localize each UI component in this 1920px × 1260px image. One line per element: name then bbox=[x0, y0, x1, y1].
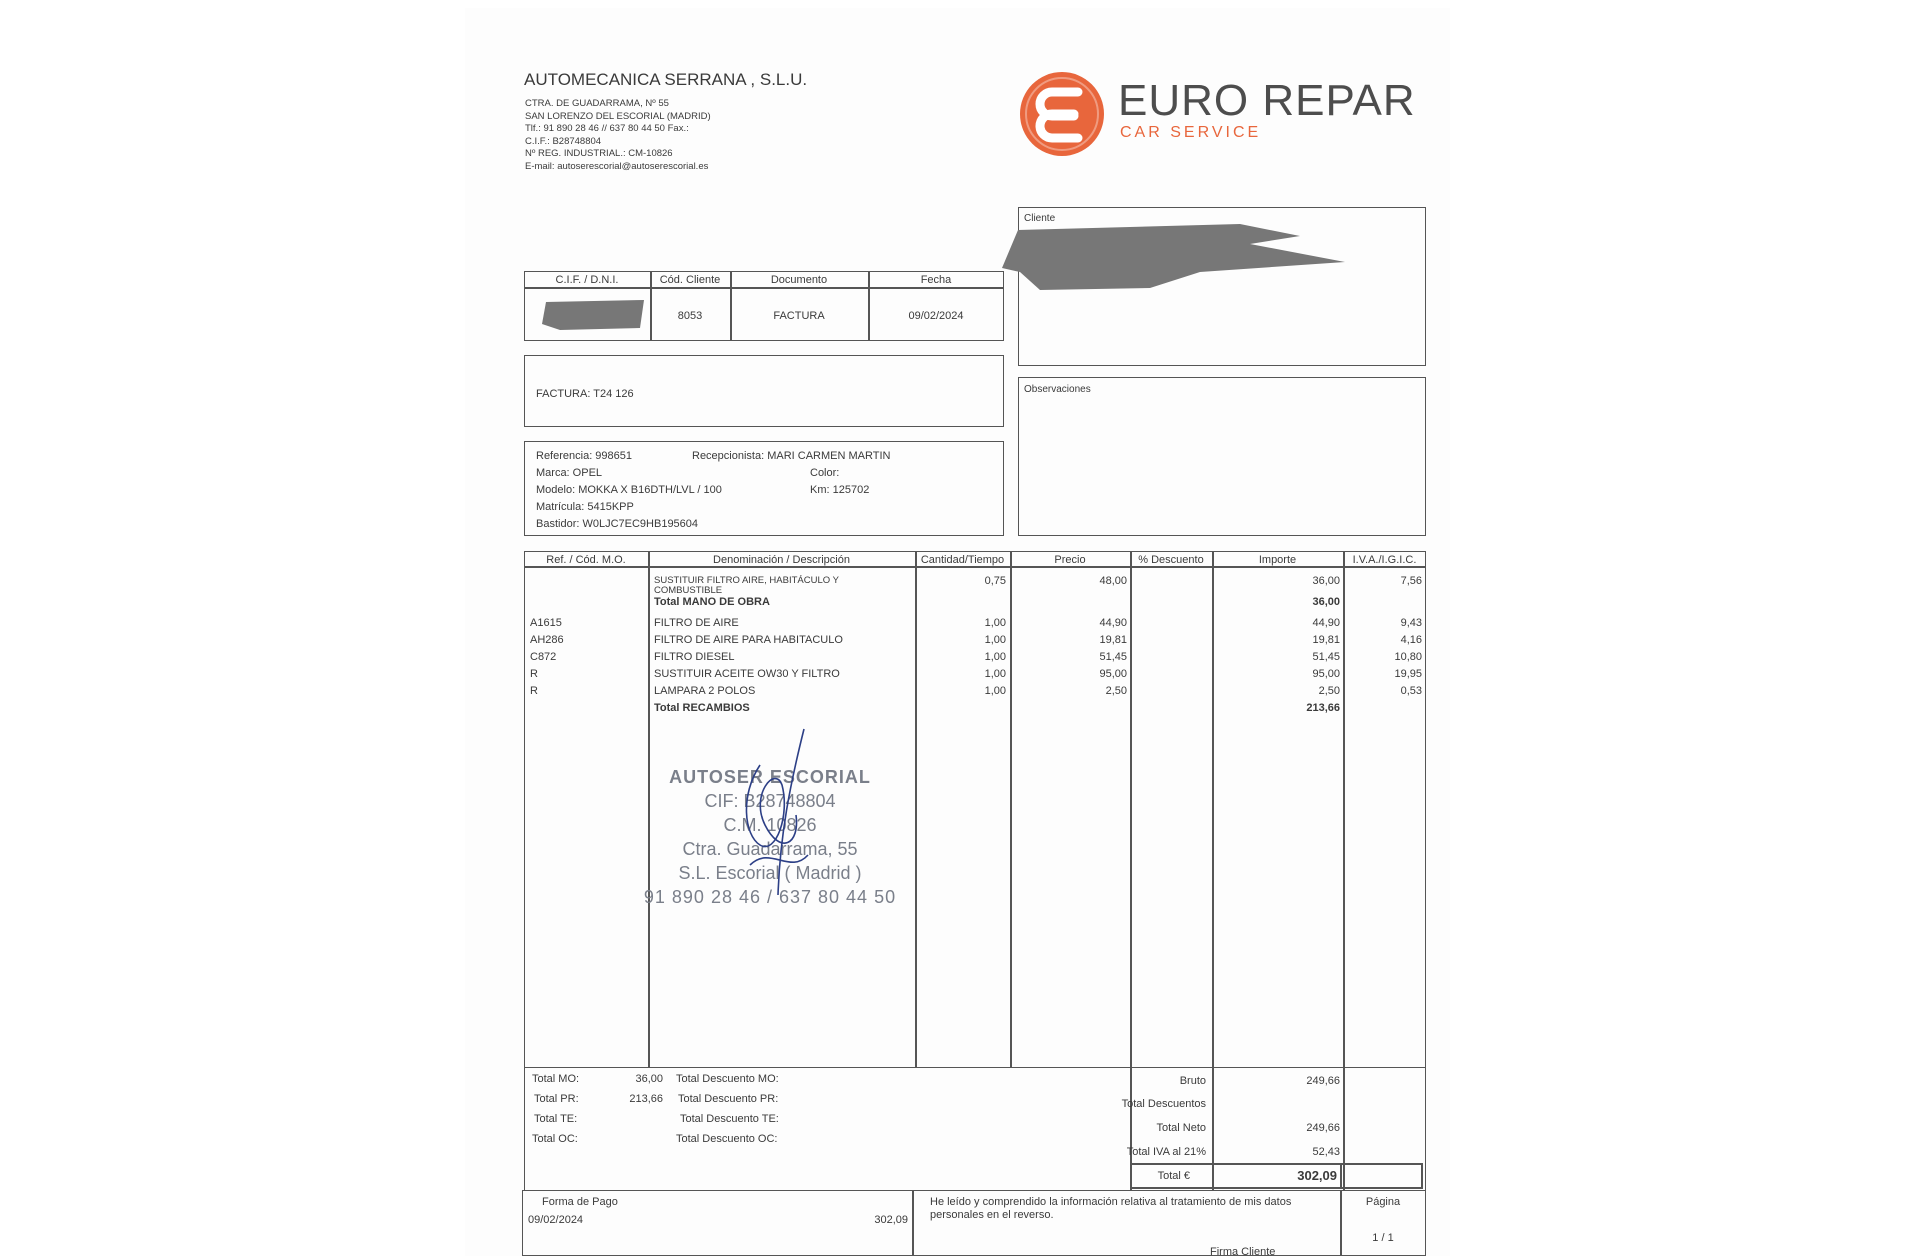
vehicle-brand: Marca: OPEL bbox=[536, 467, 603, 479]
parts-total-value: 213,66 bbox=[1306, 702, 1340, 714]
labour-total-label: Total MANO DE OBRA bbox=[654, 596, 770, 608]
col-header-vat: I.V.A./I.G.I.C. bbox=[1352, 554, 1417, 566]
col-header-price: Precio bbox=[1054, 554, 1086, 566]
vehicle-reference: Referencia: 998651 bbox=[536, 450, 633, 462]
brand-name: EURO REPAR bbox=[1118, 76, 1416, 125]
id-header-client-code: Cód. Cliente bbox=[659, 274, 721, 286]
id-header-document: Documento bbox=[770, 274, 828, 286]
stamp-line: S.L. Escorial ( Madrid ) bbox=[678, 863, 862, 883]
row-amount: 44,90 bbox=[1312, 617, 1340, 629]
stamp-line: C.M. 10826 bbox=[723, 815, 817, 835]
discount-oc-label: Total Descuento OC: bbox=[676, 1133, 778, 1145]
neto-value: 249,66 bbox=[1306, 1122, 1340, 1134]
total-oc-label: Total OC: bbox=[532, 1133, 578, 1145]
brand-subtitle: CAR SERVICE bbox=[1120, 124, 1262, 141]
total-te-label: Total TE: bbox=[534, 1113, 578, 1125]
observations-box bbox=[1018, 377, 1426, 536]
stamp-line: Ctra. Guadarrama, 55 bbox=[682, 839, 858, 859]
stamp-line: 91 890 28 46 / 637 80 44 50 bbox=[643, 887, 897, 907]
client-code-value: 8053 bbox=[677, 310, 703, 322]
parts-total-label: Total RECAMBIOS bbox=[654, 702, 750, 714]
iva-label: Total IVA al 21% bbox=[1126, 1146, 1206, 1158]
cif-redaction bbox=[540, 298, 648, 332]
payment-amount: 302,09 bbox=[874, 1214, 908, 1226]
labour-quantity: 0,75 bbox=[984, 575, 1006, 587]
row-vat: 0,53 bbox=[1400, 685, 1422, 697]
bruto-label: Bruto bbox=[1179, 1075, 1206, 1087]
discount-pr-label: Total Descuento PR: bbox=[678, 1093, 779, 1105]
total-mo-label: Total MO: bbox=[532, 1073, 580, 1085]
vehicle-km: Km: 125702 bbox=[810, 484, 870, 496]
row-amount: 51,45 bbox=[1312, 651, 1340, 663]
grand-total-value: 302,09 bbox=[1297, 1168, 1337, 1183]
row-quantity: 1,00 bbox=[984, 634, 1006, 646]
row-price: 2,50 bbox=[1105, 685, 1127, 697]
row-description: SUSTITUIR ACEITE OW30 Y FILTRO bbox=[654, 668, 840, 680]
company-name: AUTOMECANICA SERRANA , S.L.U. bbox=[524, 70, 808, 89]
page-label: Página bbox=[1365, 1196, 1401, 1208]
client-label: Cliente bbox=[1024, 213, 1056, 224]
grand-total-label: Total € bbox=[1157, 1170, 1190, 1182]
row-quantity: 1,00 bbox=[984, 685, 1006, 697]
payment-method-label: Forma de Pago bbox=[542, 1196, 618, 1208]
row-vat: 10,80 bbox=[1394, 651, 1422, 663]
row-amount: 2,50 bbox=[1318, 685, 1340, 697]
labour-amount: 36,00 bbox=[1312, 575, 1340, 587]
page-number: 1 / 1 bbox=[1372, 1232, 1394, 1244]
row-description: LAMPARA 2 POLOS bbox=[654, 685, 756, 697]
row-price: 95,00 bbox=[1099, 668, 1127, 680]
row-price: 51,45 bbox=[1099, 651, 1127, 663]
total-pr-label: Total PR: bbox=[534, 1093, 579, 1105]
row-price: 44,90 bbox=[1099, 617, 1127, 629]
col-header-ref: Ref. / Cód. M.O. bbox=[546, 554, 626, 566]
cif-line: C.I.F.: B28748804 bbox=[525, 135, 602, 147]
company-address bbox=[525, 98, 711, 174]
bruto-value: 249,66 bbox=[1306, 1075, 1340, 1087]
row-ref: AH286 bbox=[530, 634, 564, 646]
email-line: E-mail: autoserescorial@autoserescorial.es bbox=[525, 160, 709, 172]
reg-line: Nº REG. INDUSTRIAL.: CM-10826 bbox=[525, 148, 673, 160]
row-vat: 4,16 bbox=[1400, 634, 1422, 646]
labour-vat: 7,56 bbox=[1400, 575, 1422, 587]
payment-date: 09/02/2024 bbox=[528, 1214, 584, 1226]
stamp-line: AUTOSER ESCORIAL bbox=[669, 767, 871, 787]
labour-total-value: 36,00 bbox=[1312, 596, 1340, 608]
id-header-cif: C.I.F. / D.N.I. bbox=[555, 274, 619, 286]
signature-scribble bbox=[720, 725, 830, 905]
row-vat: 19,95 bbox=[1394, 668, 1422, 680]
row-vat: 9,43 bbox=[1400, 617, 1422, 629]
labour-description-line1: SUSTITUIR FILTRO AIRE, HABITÁCULO Y bbox=[654, 575, 839, 586]
total-pr-value: 213,66 bbox=[629, 1093, 663, 1105]
total-mo-value: 36,00 bbox=[635, 1073, 663, 1085]
stamp-line: CIF: B28748804 bbox=[704, 791, 836, 811]
vehicle-receptionist: Recepcionista: MARI CARMEN MARTIN bbox=[692, 450, 891, 462]
privacy-notice-line1: He leído y comprendido la información relativa al tratamiento de mis datos bbox=[930, 1196, 1292, 1208]
row-ref: C872 bbox=[530, 651, 557, 663]
row-description: FILTRO DE AIRE bbox=[654, 617, 739, 629]
row-amount: 95,00 bbox=[1312, 668, 1340, 680]
discount-te-label: Total Descuento TE: bbox=[680, 1113, 779, 1125]
row-ref: R bbox=[530, 685, 538, 697]
observations-label: Observaciones bbox=[1024, 384, 1091, 395]
row-description: FILTRO DIESEL bbox=[654, 651, 735, 663]
date-value: 09/02/2024 bbox=[908, 310, 964, 322]
col-header-quantity: Cantidad/Tiempo bbox=[920, 554, 1005, 566]
privacy-notice-line2: personales en el reverso. bbox=[930, 1209, 1054, 1221]
id-header-date: Fecha bbox=[920, 274, 952, 286]
euro-repar-logo bbox=[1018, 70, 1106, 158]
neto-label: Total Neto bbox=[1156, 1122, 1206, 1134]
row-description: FILTRO DE AIRE PARA HABITACULO bbox=[654, 634, 843, 646]
euro-repar-logo-icon bbox=[1018, 70, 1106, 158]
labour-price: 48,00 bbox=[1099, 575, 1127, 587]
vehicle-color: Color: bbox=[810, 467, 840, 479]
col-header-amount: Importe bbox=[1258, 554, 1297, 566]
row-ref: A1615 bbox=[530, 617, 562, 629]
row-quantity: 1,00 bbox=[984, 651, 1006, 663]
vehicle-vin: Bastidor: W0LJC7EC9HB195604 bbox=[536, 518, 699, 530]
col-header-discount: % Descuento bbox=[1138, 554, 1204, 566]
address-line: CTRA. DE GUADARRAMA, Nº 55 bbox=[525, 98, 669, 109]
document-value: FACTURA bbox=[773, 310, 825, 322]
phone-line: Tlf.: 91 890 28 46 // 637 80 44 50 Fax.: bbox=[525, 123, 689, 135]
vehicle-model: Modelo: MOKKA X B16DTH/LVL / 100 bbox=[536, 484, 722, 496]
invoice-number: FACTURA: T24 126 bbox=[536, 388, 634, 400]
vehicle-plate: Matrícula: 5415KPP bbox=[536, 501, 634, 513]
iva-value: 52,43 bbox=[1312, 1146, 1340, 1158]
client-signature-label: Firma Cliente bbox=[1210, 1246, 1276, 1258]
discounts-label: Total Descuentos bbox=[1121, 1098, 1206, 1110]
client-redaction bbox=[1000, 222, 1350, 294]
col-header-description: Denominación / Descripción bbox=[713, 554, 850, 566]
discount-mo-label: Total Descuento MO: bbox=[676, 1073, 779, 1085]
row-price: 19,81 bbox=[1099, 634, 1127, 646]
labour-description-line2: COMBUSTIBLE bbox=[654, 585, 723, 596]
row-quantity: 1,00 bbox=[984, 617, 1006, 629]
row-quantity: 1,00 bbox=[984, 668, 1006, 680]
row-ref: R bbox=[530, 668, 538, 680]
row-amount: 19,81 bbox=[1312, 634, 1340, 646]
address-line: SAN LORENZO DEL ESCORIAL (MADRID) bbox=[525, 110, 711, 122]
